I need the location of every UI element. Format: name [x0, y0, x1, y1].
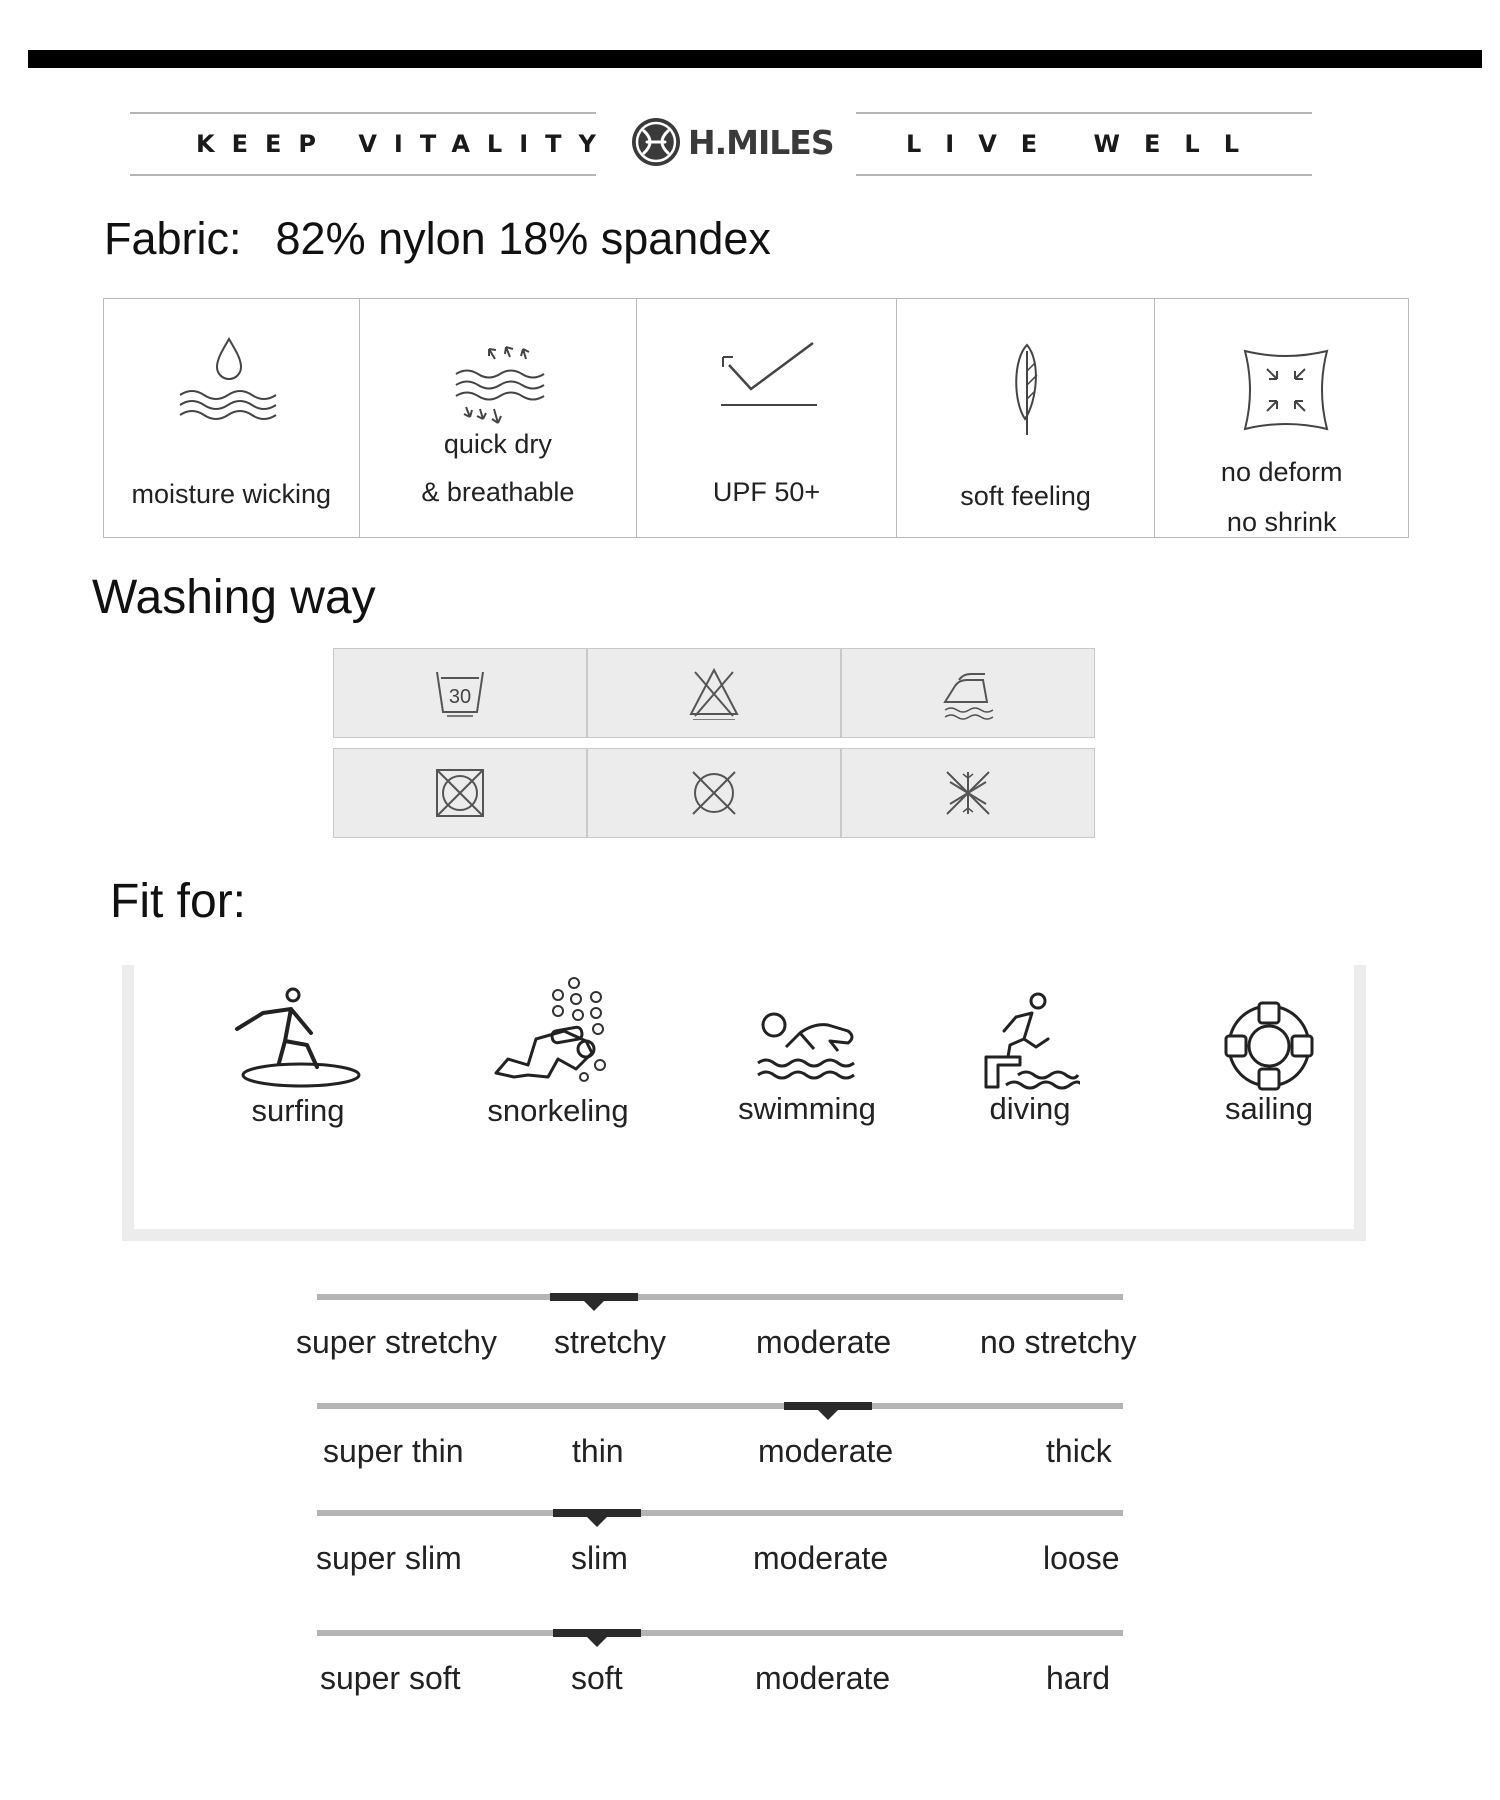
scale-option: no stretchy: [980, 1324, 1137, 1360]
wash-cell: [587, 748, 841, 838]
activity-snorkeling: [478, 973, 638, 1129]
activity-label: diving: [989, 1091, 1071, 1126]
fit-heading: Fit for:: [110, 875, 247, 928]
scale-option: super stretchy: [296, 1324, 497, 1360]
scale-option: loose: [1043, 1540, 1120, 1576]
scale-option: super slim: [316, 1540, 462, 1576]
feature-moisture-wicking: [104, 299, 360, 537]
feature-quick-dry: [360, 299, 638, 537]
do-not-tumble-dry-icon: [433, 766, 487, 820]
scale-option: soft: [571, 1660, 623, 1696]
wash-temperature: 30: [448, 686, 472, 708]
fabric-composition: 82% nylon 18% spandex: [275, 213, 771, 264]
do-not-bleach-icon: [687, 666, 741, 720]
scale-option: thin: [572, 1433, 624, 1469]
brand-name: H.MILES: [688, 122, 834, 162]
scale-marker: [784, 1402, 872, 1410]
feature-table: [103, 298, 1409, 538]
scale-track: [317, 1294, 1123, 1300]
hmiles-logo-icon: [630, 116, 682, 168]
scale-option: super thin: [323, 1433, 464, 1469]
fabric-heading: [104, 213, 805, 265]
feature-label: UPF 50+: [712, 477, 821, 507]
feather-icon: [1007, 341, 1047, 437]
activity-surfing: [228, 983, 368, 1129]
wash-cell: [841, 748, 1095, 838]
snorkeling-icon: [488, 973, 628, 1093]
scale-option: moderate: [753, 1540, 889, 1576]
activity-label: swimming: [738, 1091, 876, 1126]
swimming-icon: [752, 1005, 862, 1091]
wash-cell: [333, 648, 587, 738]
scale-option: moderate: [758, 1433, 894, 1469]
feature-label: no deform: [1220, 457, 1343, 487]
feature-label: soft feeling: [960, 481, 1091, 511]
wash-cell: [841, 648, 1095, 738]
feature-label-secondary: no shrink: [1226, 507, 1337, 537]
feature-soft: [897, 299, 1156, 537]
scale-marker: [550, 1293, 638, 1301]
surfing-icon: [233, 983, 363, 1093]
feature-label: moisture wicking: [131, 479, 332, 509]
do-not-freeze-icon: [941, 766, 995, 820]
washing-heading: Washing way: [92, 571, 376, 624]
scale-track: [317, 1510, 1123, 1516]
checkmark-icon: [719, 337, 819, 417]
top-divider-bar: [28, 50, 1482, 68]
diving-icon: [980, 991, 1080, 1091]
feature-upf: [637, 299, 897, 537]
water-drop-waves-icon: [174, 337, 284, 427]
activity-label: sailing: [1225, 1091, 1313, 1126]
scale-option: thick: [1046, 1433, 1112, 1469]
activity-panel: [122, 965, 1366, 1241]
scale-marker: [553, 1509, 641, 1517]
sailing-lifebuoy-icon: [1224, 1001, 1314, 1091]
feature-label: quick dry: [443, 429, 552, 459]
header-rule-top-right: [856, 112, 1312, 114]
scale-option: moderate: [756, 1324, 892, 1360]
scale-option: slim: [571, 1540, 628, 1576]
header-rule-bottom-left: [130, 174, 596, 176]
do-not-dry-clean-icon: [687, 766, 741, 820]
wash-cell: [333, 748, 587, 838]
scale-marker: [553, 1629, 641, 1637]
tagline-right: LIVE WELL: [906, 130, 1263, 158]
header-rule-bottom-right: [856, 174, 1312, 176]
activity-label: snorkeling: [487, 1093, 629, 1128]
iron-low-icon: [941, 666, 995, 720]
fabric-label: Fabric:: [104, 213, 242, 264]
scale-option: hard: [1046, 1660, 1111, 1696]
tagline-left: KEEP VITALITY: [196, 130, 613, 158]
washing-symbol-grid: [333, 648, 1095, 840]
scale-track: [317, 1403, 1123, 1409]
scale-option: stretchy: [554, 1324, 667, 1360]
feature-no-deform: [1155, 299, 1408, 537]
no-deform-frame-icon: [1241, 347, 1331, 433]
header-rule-top-left: [130, 112, 596, 114]
wash-cell: [587, 648, 841, 738]
activity-diving: [970, 991, 1090, 1127]
activity-sailing: [1204, 1001, 1334, 1127]
wash-30-icon: [433, 666, 487, 720]
activity-swimming: [732, 1005, 882, 1127]
scale-option: moderate: [755, 1660, 891, 1696]
feature-label-secondary: & breathable: [421, 477, 575, 507]
activity-label: surfing: [251, 1093, 345, 1128]
scale-option: super soft: [320, 1660, 461, 1696]
brand-logo: [630, 114, 834, 170]
scale-track: [317, 1630, 1123, 1636]
